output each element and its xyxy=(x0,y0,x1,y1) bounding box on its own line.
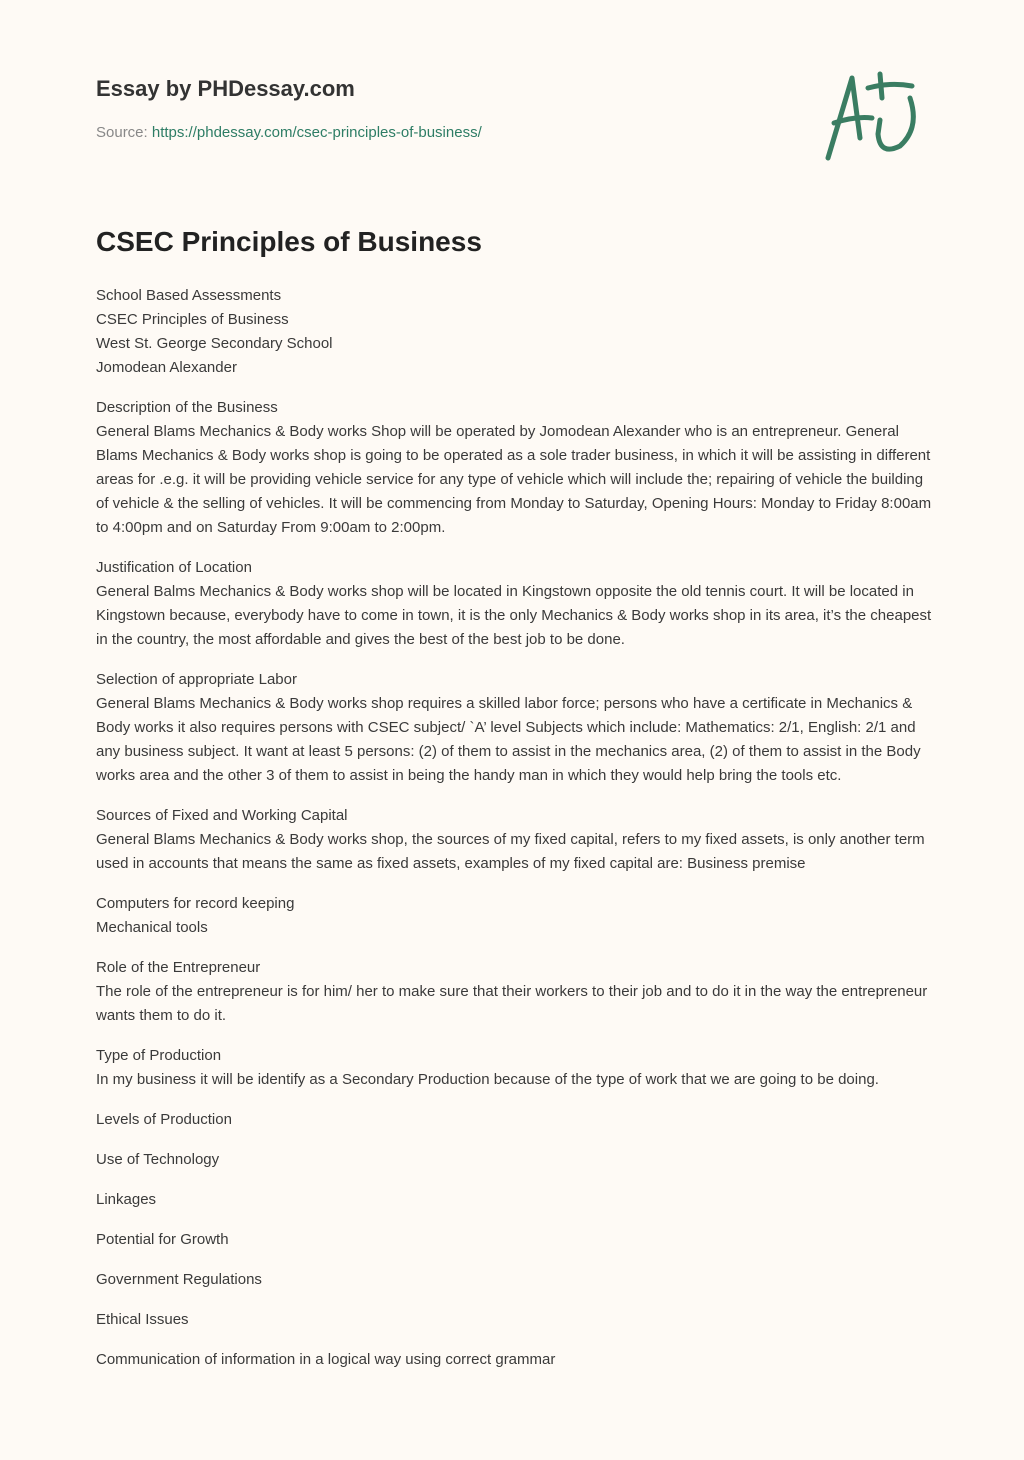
paragraph-text: General Blams Mechanics & Body works Shop will be operated by Jomodean Alexander who is an entrepreneur. General Blams Mechanics & Body works shop is going to be operated as a sole trader business, in which it will be assisting in different areas for .e.g. it will be providing vehicle service for any type of vehicle which will include the; repairing of vehicle the building of vehicle & the selling of vehicles. It will be commencing from Monday to Saturday, Opening Hours: Monday to Friday 8:00am to 4:00pm and on Saturday From 9:00am to 2:00pm. xyxy=(96,423,932,536)
paragraph-text: Levels of Production xyxy=(96,1111,232,1128)
paragraph-heading: Sources of Fixed and Working Capital xyxy=(96,807,348,824)
essay-paragraph xyxy=(96,892,936,940)
essay-paragraph xyxy=(96,556,936,652)
paragraph-text: Jomodean Alexander xyxy=(96,359,237,376)
paragraph-text: West St. George Secondary School xyxy=(96,335,333,352)
site-brand: Essay by PHDessay.com xyxy=(96,76,355,101)
essay-paragraph xyxy=(96,804,936,876)
source-label: Source: xyxy=(96,124,148,141)
paragraph-text: Communication of information in a logical way using correct grammar xyxy=(96,1351,556,1368)
paragraph-heading: Role of the Entrepreneur xyxy=(96,959,261,976)
essay-paragraph xyxy=(96,1148,936,1172)
page-title: CSEC Principles of Business xyxy=(96,226,482,257)
paragraph-text: The role of the entrepreneur is for him/ her to make sure that their workers to their job and to do it in the way the entrepreneur wants them to do it. xyxy=(96,983,928,1024)
essay-paragraph xyxy=(96,1228,936,1252)
essay-paragraph xyxy=(96,1348,936,1372)
essay-paragraph xyxy=(96,1188,936,1212)
source-link[interactable]: https://phdessay.com/csec-principles-of-business/ xyxy=(151,124,482,141)
paragraph-heading: Selection of appropriate Labor xyxy=(96,671,297,688)
paragraph-heading: Justification of Location xyxy=(96,559,252,576)
essay-paragraph xyxy=(96,1268,936,1292)
essay-paragraph xyxy=(96,668,936,788)
paragraph-heading: Computers for record keeping xyxy=(96,895,295,912)
paragraph-text: CSEC Principles of Business xyxy=(96,311,289,328)
paragraph-heading: Description of the Business xyxy=(96,399,278,416)
paragraph-heading: School Based Assessments xyxy=(96,287,282,304)
a-plus-logo-icon xyxy=(820,68,930,164)
paragraph-text: Linkages xyxy=(96,1191,157,1208)
essay-paragraph xyxy=(96,396,936,540)
paragraph-text: Mechanical tools xyxy=(96,919,208,936)
essay-paragraph xyxy=(96,956,936,1028)
paragraph-text: General Blams Mechanics & Body works shop, the sources of my fixed capital, refers to my fixed assets, is only another term used in accounts that means the same as fixed assets, examples of my fixed capital are: Business premise xyxy=(96,831,925,872)
essay-body xyxy=(96,284,936,1388)
paragraph-text: General Blams Mechanics & Body works shop requires a skilled labor force; persons who have a certificate in Mechanics & Body works it also requires persons with CSEC subject/ `A’ level Subjects which include: Mathematics: 2/1, English: 2/1 and any business subject. It want at least 5 persons: (2) of them to assist in the mechanics area, (2) of them to assist in the Body works area and the other 3 of them to assist in being the handy man in which they would help bring the tools etc. xyxy=(96,695,921,784)
paragraph-text: Use of Technology xyxy=(96,1151,220,1168)
paragraph-text: Potential for Growth xyxy=(96,1231,229,1248)
essay-paragraph xyxy=(96,1108,936,1132)
paragraph-text: General Balms Mechanics & Body works shop will be located in Kingstown opposite the old tennis court. It will be located in Kingstown because, everybody have to come in town, it is the only Mechanics & Body works shop in its area, it’s the cheapest in the country, the most affordable and gives the best of the best job to be done. xyxy=(96,583,932,648)
paragraph-heading: Type of Production xyxy=(96,1047,222,1064)
essay-paragraph xyxy=(96,1308,936,1332)
paragraph-text: Ethical Issues xyxy=(96,1311,189,1328)
source-line xyxy=(96,124,482,141)
essay-paragraph xyxy=(96,1044,936,1092)
essay-paragraph xyxy=(96,284,936,380)
paragraph-text: In my business it will be identify as a Secondary Production because of the type of work that we are going to be doing. xyxy=(96,1071,879,1088)
paragraph-text: Government Regulations xyxy=(96,1271,262,1288)
